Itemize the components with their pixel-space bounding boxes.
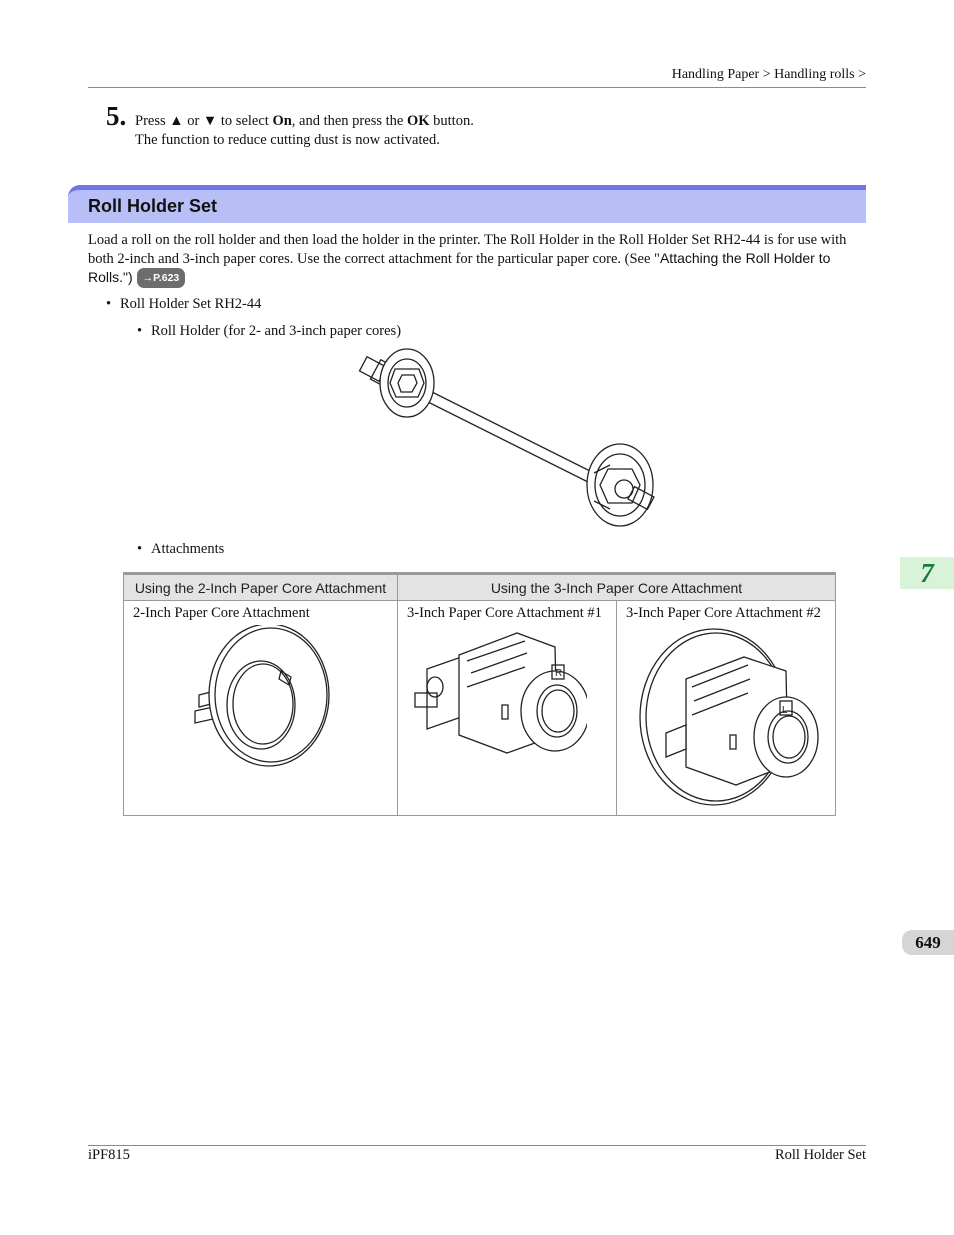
section-title: Roll Holder Set xyxy=(88,196,218,216)
page-ref-badge[interactable]: →P.623 xyxy=(137,268,186,288)
intro-link[interactable]: Attaching the Roll Holder to Rolls. xyxy=(88,250,831,285)
step-text xyxy=(135,112,474,150)
bullet-roll-holder: • Roll Holder (for 2- and 3-inch paper cores) xyxy=(137,323,401,340)
bullet-attachments: • Attachments xyxy=(137,541,224,558)
label-3-inch-attachment-1: 3-Inch Paper Core Attachment #1 xyxy=(407,605,602,621)
step-line-2: The function to reduce cutting dust is now activated. xyxy=(135,132,440,148)
header-2-inch: Using the 2-Inch Paper Core Attachment xyxy=(124,574,398,601)
roll-holder-illustration xyxy=(352,345,662,535)
chapter-tab[interactable]: 7 xyxy=(900,557,954,589)
footer-model: iPF815 xyxy=(88,1147,130,1163)
step-text-c: button. xyxy=(429,113,474,129)
breadcrumb: Handling Paper > Handling rolls > xyxy=(671,67,866,82)
label-2-inch-attachment: 2-Inch Paper Core Attachment xyxy=(133,605,310,621)
step-ok: OK xyxy=(406,113,430,129)
intro-text: Load a roll on the roll holder and then load the holder in the printer. The Roll Holder in the Roll Holder Set RH2-44 is for use with both 2-inch and 3-inch paper cores. Use the correct attachment for the particular paper core. (See " xyxy=(88,232,847,267)
attachment-3-inch-1-illustration xyxy=(407,625,587,775)
step-text-b: , and then press the xyxy=(291,113,407,129)
header-3-inch: Using the 3-Inch Paper Core Attachment xyxy=(398,574,836,601)
step-on: On xyxy=(272,113,292,129)
cell-2-inch xyxy=(124,601,398,816)
intro-close: ") xyxy=(123,269,133,285)
footer-rule xyxy=(88,1145,866,1146)
mark-l: L xyxy=(782,705,788,716)
step-number: 5. xyxy=(106,101,127,131)
attachment-3-inch-2-illustration xyxy=(626,625,826,807)
mark-r: R xyxy=(555,668,563,679)
step-text-a: Press ▲ or ▼ to select xyxy=(135,113,273,129)
bullet-roll-holder-set: • Roll Holder Set RH2-44 xyxy=(106,296,261,313)
step-line-1 xyxy=(135,112,474,131)
attachment-2-inch-illustration xyxy=(185,625,335,775)
footer-section: Roll Holder Set xyxy=(774,1147,866,1163)
page-number: 649 xyxy=(902,930,954,955)
header-rule xyxy=(88,87,866,88)
attachments-table xyxy=(123,572,836,816)
cell-3-inch-2 xyxy=(617,601,836,816)
cell-3-inch-1 xyxy=(398,601,617,816)
label-3-inch-attachment-2: 3-Inch Paper Core Attachment #2 xyxy=(626,605,821,621)
intro-paragraph xyxy=(88,231,868,288)
